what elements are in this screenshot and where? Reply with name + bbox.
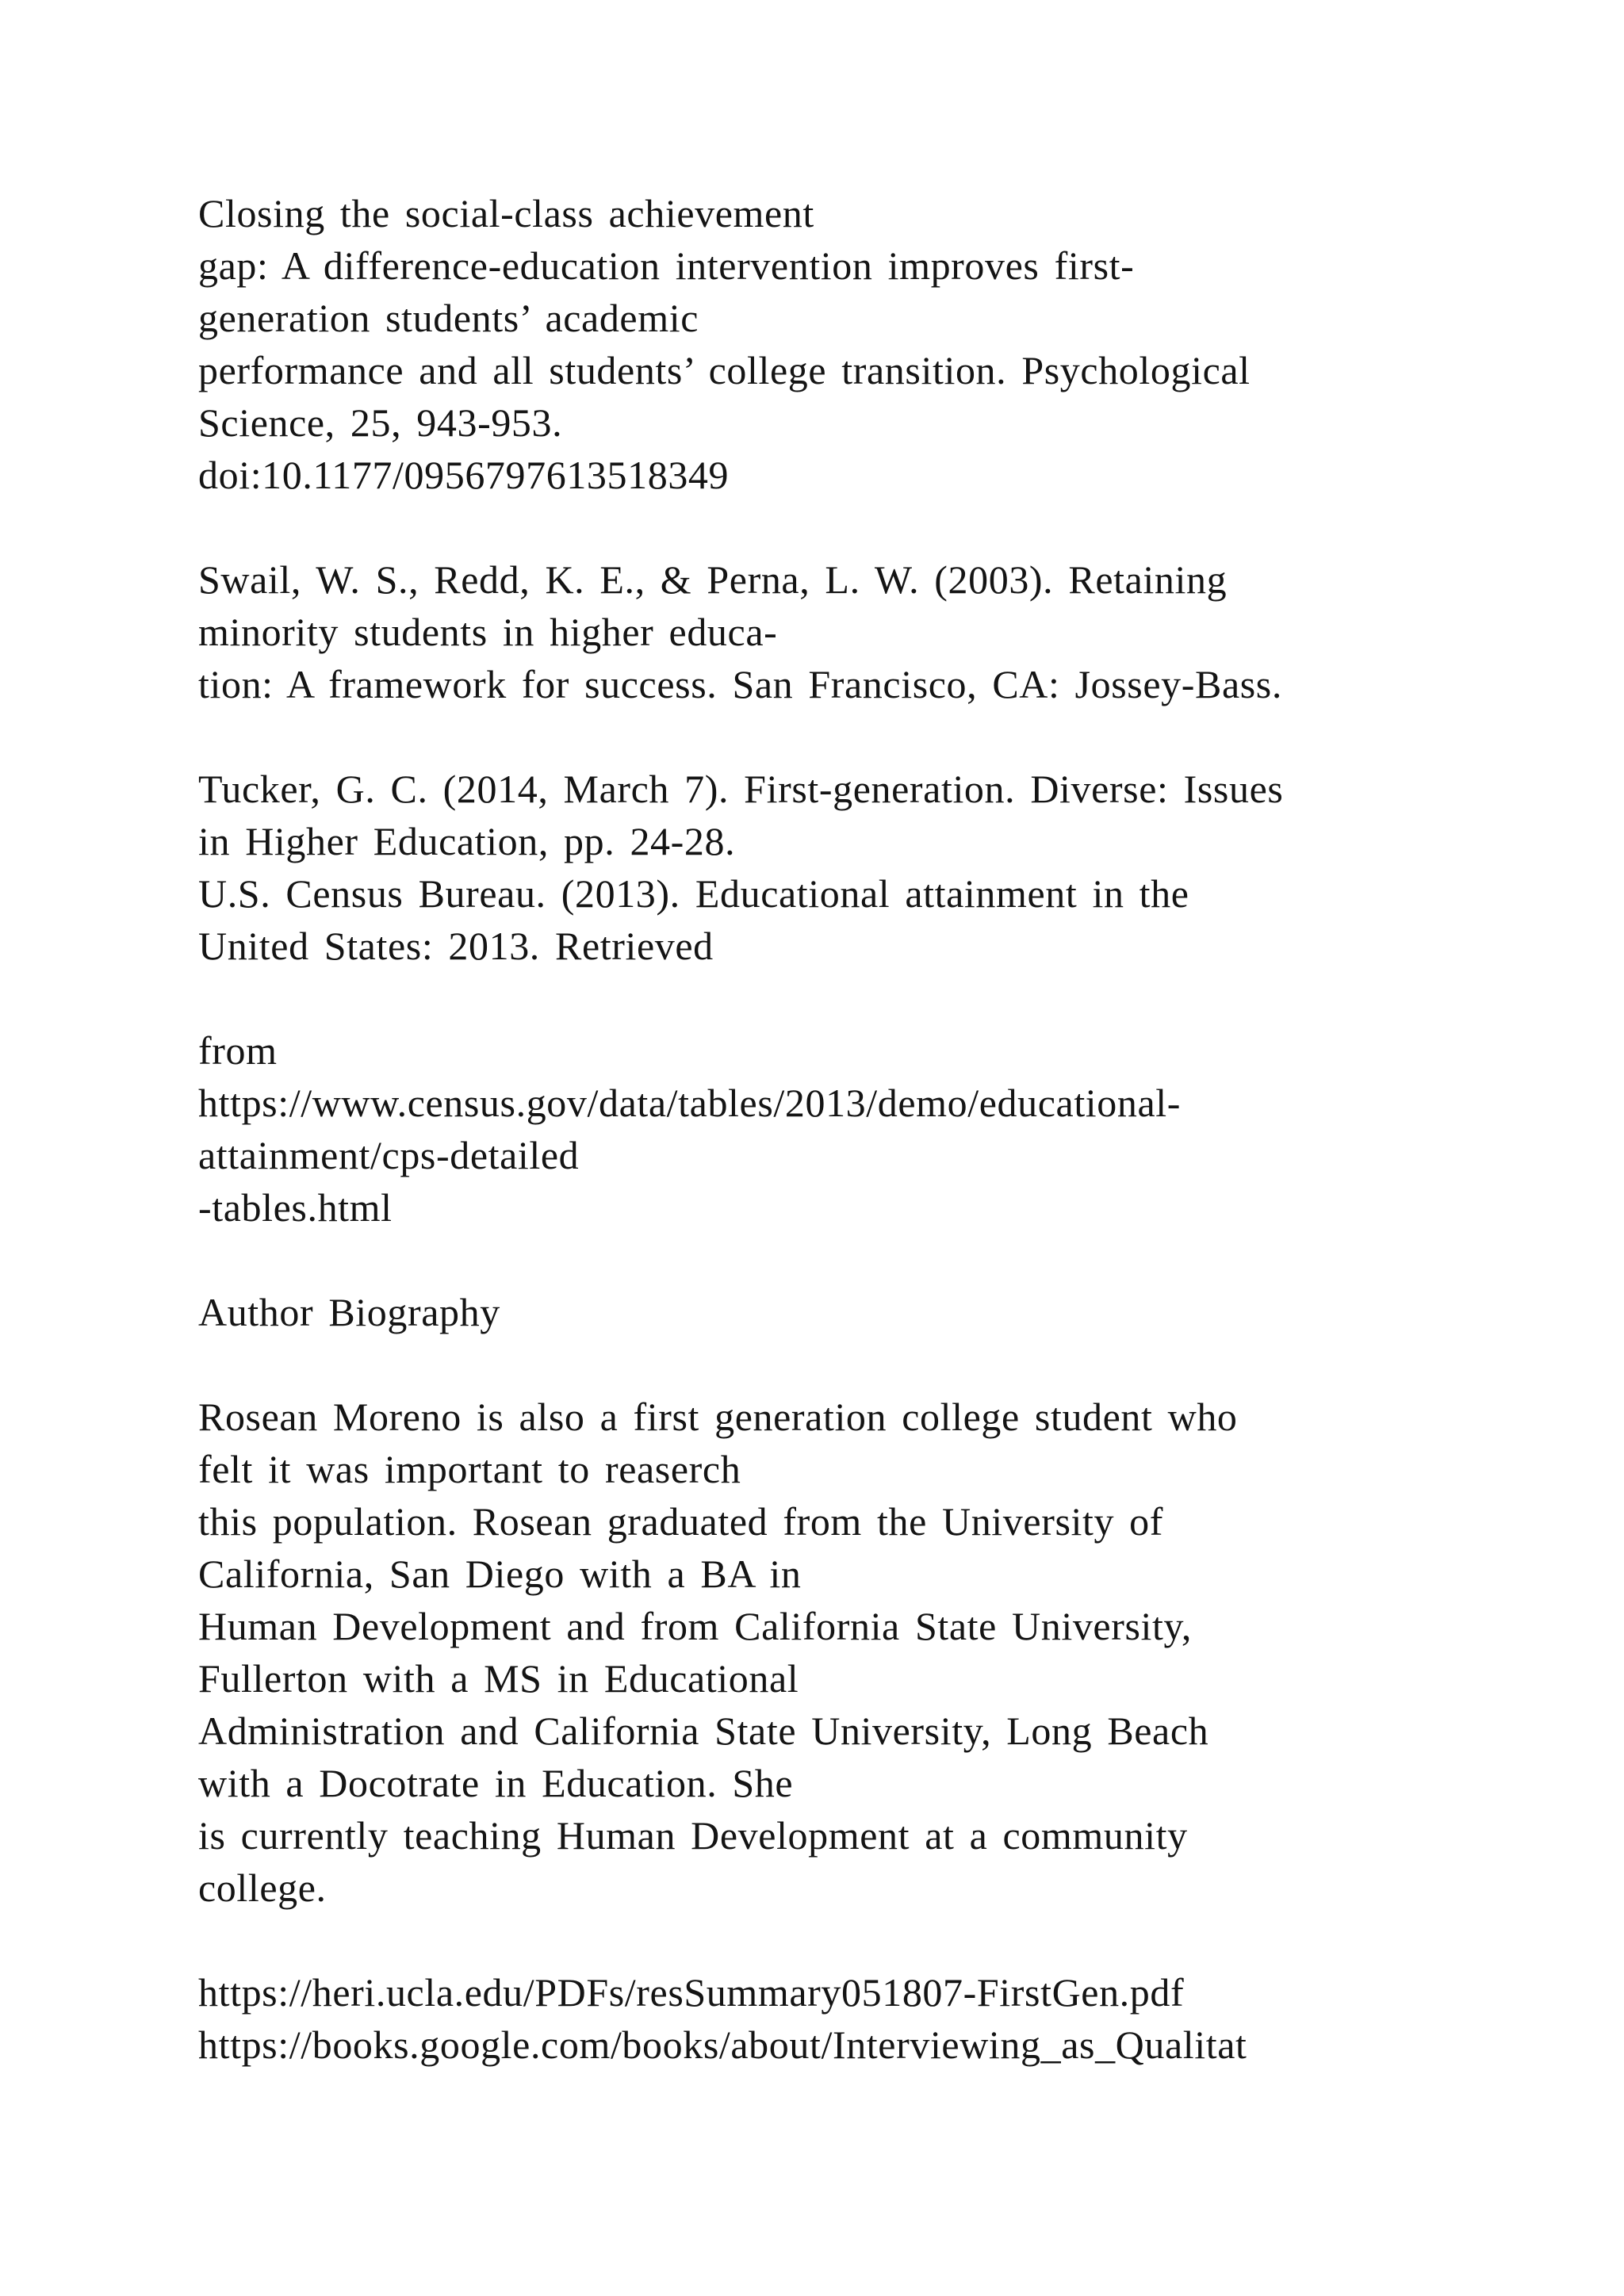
text-line: this population. Rosean graduated from the University of <box>198 1499 1164 1544</box>
text-line: felt it was important to reaserch <box>198 1447 741 1491</box>
text-line: United States: 2013. Retrieved <box>198 924 714 968</box>
text-line: in Higher Education, pp. 24-28. <box>198 819 736 863</box>
text-line: gap: A difference-education intervention improves first- <box>198 243 1135 288</box>
census-url-text: https://www.census.gov/data/tables/2013/demo/educational- <box>198 1081 1182 1125</box>
author-biography-text <box>198 1391 1546 1914</box>
text-line: U.S. Census Bureau. (2013). Educational attainment in the <box>198 871 1189 916</box>
document-page <box>198 187 1546 2071</box>
text-line: Science, 25, 943-953. <box>198 400 563 445</box>
text-line: Rosean Moreno is also a first generation college student who <box>198 1395 1238 1439</box>
retrieved-from-block <box>198 1024 1546 1234</box>
author-biography-heading: Author Biography <box>198 1290 500 1334</box>
text-line: Tucker, G. C. (2014, March 7). First-generation. Diverse: Issues <box>198 767 1284 811</box>
paragraph-spacer <box>198 972 1546 1024</box>
text-line: college. <box>198 1866 327 1910</box>
text-line: is currently teaching Human Development at a community <box>198 1813 1188 1858</box>
paragraph-spacer <box>198 710 1546 763</box>
text-line: tion: A framework for success. San Francisco, CA: Jossey-Bass. <box>198 662 1282 706</box>
reference-tucker-census <box>198 763 1546 972</box>
paragraph-spacer <box>198 501 1546 553</box>
reference-closing-gap <box>198 187 1546 501</box>
paragraph-spacer <box>198 1914 1546 1966</box>
heri-url-text: https://heri.ucla.edu/PDFs/resSummary051807-FirstGen.pdf <box>198 1970 1185 2015</box>
census-url-text: -tables.html <box>198 1185 393 1230</box>
text-line: Swail, W. S., Redd, K. E., & Perna, L. W. (2003). Retaining <box>198 557 1228 602</box>
text-line: California, San Diego with a BA in <box>198 1552 802 1596</box>
text-line: Closing the social-class achievement <box>198 191 814 235</box>
text-line: from <box>198 1028 278 1073</box>
text-line: minority students in higher educa- <box>198 610 778 654</box>
text-line: Administration and California State University, Long Beach <box>198 1709 1209 1753</box>
links-block <box>198 1966 1546 2071</box>
google-books-url-text: https://books.google.com/books/about/Interviewing_as_Qualitat <box>198 2022 1247 2067</box>
text-line: Human Development and from California State University, <box>198 1604 1192 1648</box>
reference-swail <box>198 553 1546 710</box>
census-url-text: attainment/cps-detailed <box>198 1133 580 1177</box>
text-line: performance and all students’ college transition. Psychological <box>198 348 1251 392</box>
text-line: with a Docotrate in Education. She <box>198 1761 794 1805</box>
paragraph-spacer <box>198 1234 1546 1286</box>
doi-text: doi:10.1177/0956797613518349 <box>198 453 730 497</box>
text-line: generation students’ academic <box>198 296 699 340</box>
text-line: Fullerton with a MS in Educational <box>198 1656 799 1701</box>
paragraph-spacer <box>198 1338 1546 1391</box>
